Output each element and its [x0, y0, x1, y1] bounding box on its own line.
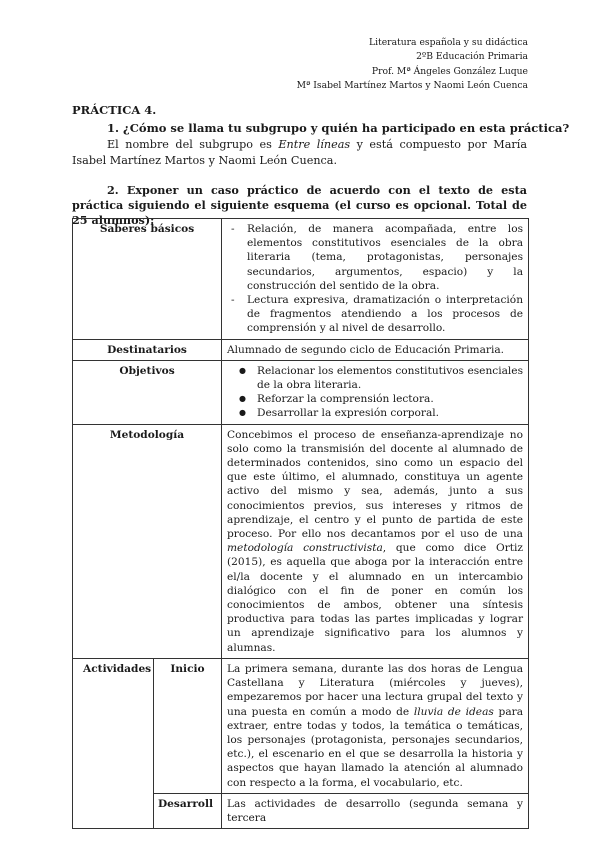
objetivos-content	[222, 360, 529, 424]
question-1: 1. ¿Cómo se llama tu subgrupo y quién ha participado en esta práctica?	[107, 121, 570, 135]
question-2: 2. Exponer un caso práctico de acuerdo con el texto de esta práctica siguiendo el siguiente esquema (el curso es opcional. Total de 25 alumnos):	[72, 183, 527, 227]
header-professor: Prof. Mª Ángeles González Luque	[371, 65, 528, 77]
header-group: 2ºB Educación Primaria	[416, 51, 528, 63]
practice-table	[72, 218, 529, 829]
row-saberes	[73, 219, 529, 340]
answer-1-before: El nombre del subgrupo es	[107, 138, 279, 151]
objetivo-item: ● Reforzar la comprensión lectora.	[227, 392, 523, 406]
header-course: Literatura española y su didáctica	[369, 37, 528, 48]
document-header	[297, 36, 528, 93]
row-destinatarios	[73, 339, 529, 360]
answer-1	[72, 137, 527, 169]
saberes-item: - Relación, de manera acompañada, entre los elementos constitutivos esenciales de la obra literaria (tema, protagonistas, personajes secundarios, argumentos, espacio) y la construcción del sentido de la obra.	[227, 222, 523, 293]
destinatarios-content: Alumnado de segundo ciclo de Educación Primaria.	[222, 339, 529, 360]
saberes-content	[222, 219, 529, 340]
inicio-label: Inicio	[154, 658, 222, 793]
subgroup-name: Entre líneas	[278, 138, 351, 151]
saberes-label: Saberes básicos	[73, 219, 222, 340]
header-authors: Mª Isabel Martínez Martos y Naomi León Cuenca	[296, 79, 528, 91]
objetivo-item: ● Desarrollar la expresión corporal.	[227, 406, 523, 420]
objetivos-label: Objetivos	[73, 360, 222, 424]
actividades-label: Actividades	[73, 658, 154, 828]
metodologia-label: Metodología	[73, 424, 222, 658]
page-title: PRÁCTICA 4.	[72, 103, 157, 117]
row-metodologia	[73, 424, 529, 658]
desarrollo-content: Las actividades de desarrollo (segunda semana y tercera	[222, 793, 529, 828]
row-objetivos	[73, 360, 529, 424]
answer-1-after: y está compuesto por María Isabel Martínez Martos y Naomi León Cuenca.	[72, 138, 527, 167]
metodologia-content: Concebimos el proceso de enseñanza-aprendizaje no solo como la transmisión del docente al alumnado de determinados contenidos, sino como un espacio del que este último, el alumnado, constituya un agente activo del mismo y sea, además, junto a sus conocimientos previos, sus intereses y ritmos de aprendizaje, el centro y el punto de partida de este proceso. Por ello nos decantamos por el uso de una metodología constructivista, que como dice Ortiz (2015), es aquella que aboga por la interacción entre el/la docente y el alumnado en un intercambio dialógico con el fin de poner en común los conocimientos de ambos, obtener una síntesis productiva para todas las partes implicadas y lograr un aprendizaje significativo para los alumnos y alumnas.	[222, 424, 529, 658]
desarrollo-label: Desarroll	[154, 793, 222, 828]
saberes-item: - Lectura expresiva, dramatización o interpretación de fragmentos atendiendo a los procesos de comprensión y al nivel de desarrollo.	[227, 293, 523, 336]
objetivo-item: ● Relacionar los elementos constitutivos esenciales de la obra literaria.	[227, 364, 523, 392]
destinatarios-label: Destinatarios	[73, 339, 222, 360]
row-actividades-inicio	[73, 658, 529, 793]
inicio-content: La primera semana, durante las dos horas de Lengua Castellana y Literatura (miércoles y jueves), empezaremos por hacer una lectura grupal del texto y una puesta en común a modo de lluvia de ideas para extraer, entre todas y todos, la temática o temáticas, los personajes (protagonista, personajes secundarios, etc.), el escenario en el que se desarrolla la historia y aspectos que hayan llamado la atención al alumnado con respecto a la forma, el vocabulario, etc.	[222, 658, 529, 793]
